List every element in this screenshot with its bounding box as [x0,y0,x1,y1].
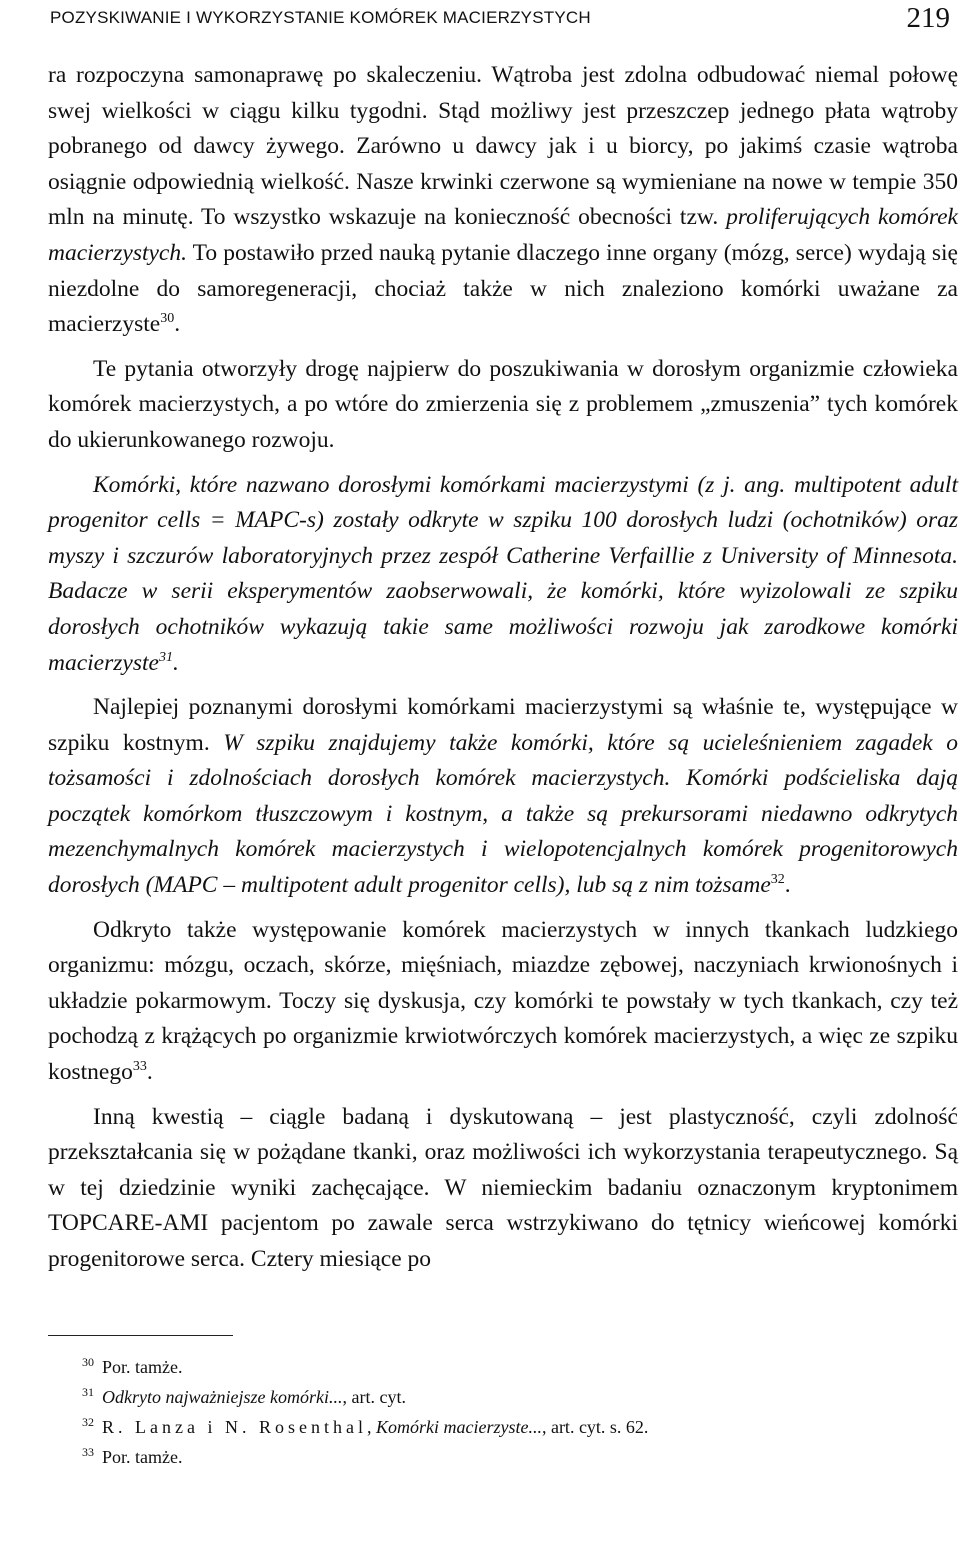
text-run: . [174,311,181,338]
body-text [48,58,958,1287]
footnote-number: 30 [82,1355,94,1369]
paragraph-1 [48,58,958,343]
footnote-text: Por. tamże. [102,1357,183,1377]
footnote-text: Por. tamże. [102,1447,183,1467]
paragraph-2 [48,352,958,459]
text-run: Najlepiej poznanymi dorosłymi komórkami macierzystymi są właśnie te, występujące w szpiku kostnym. [48,694,958,756]
text-run: . [784,872,791,899]
footnote-title: Odkryto najważniejsze komórki... [102,1387,343,1407]
footnotes [82,1352,932,1472]
footnote-separator-text: , [366,1417,376,1437]
paragraph-6 [48,1100,958,1278]
text-run: Inną kwestią – ciągle badaną i dyskutowaną – jest plastyczność, czyli zdolność przekształcania się w pożądane tkanki, oraz możliwości ich wykorzystania terapeutycznego. Są w tej dziedzinie wyniki zachęcające. W niemieckim badaniu oznaczonym kryptonimem TOPCARE-AMI pacjentom po zawale serca wstrzykiwano do tętnicy wieńcowej komórki progenitorowe serca. Cztery miesiące po [48,1103,958,1272]
paragraph-5 [48,913,958,1091]
footnote-separator [48,1335,233,1336]
italic-run: W szpiku znajdujemy także komórki, które są ucieleśnieniem zagadek o tożsamości i zdolnościach dorosłych komórek macierzystych. Komórki podścieliska dają początek komórkom tłuszczowym i kostnym, a także są prekursorami niedawno odkrytych mezenchymalnych komórek macierzystych i wielopotencjalnych komórek progenitorowych dorosłych (MAPC – multipotent adult progenitor cells), lub są z nim tożsame [48,729,958,899]
footnote-author: R. Lanza i N. Rosenthal [102,1417,367,1437]
footnote-30 [82,1352,932,1382]
footnote-ref-33: 33 [132,1059,147,1075]
footnote-number: 31 [82,1385,94,1399]
footnote-ref-32: 32 [770,872,785,888]
footnote-32 [82,1412,932,1442]
footnote-text: , art. cyt. [342,1387,406,1407]
footnote-33 [82,1442,932,1472]
text-run: Odkryto także występowanie komórek macierzystych w innych tkankach ludzkiego organizmu: mózgu, oczach, skórze, mięśniach, miazdze zębowej, naczyniach krwionośnych i układzie pokarmowym. Toczy się dyskusja, czy komórki te powstały w tych tkankach, czy też pochodzą z krążących po organizmie krwiotwórczych komórek macierzystych, a więc ze szpiku kostnego [48,916,958,1086]
running-head: POZYSKIWANIE I WYKORZYSTANIE KOMÓREK MACIERZYSTYCH [50,8,591,27]
footnote-title: Komórki macierzyste... [375,1417,542,1437]
text-run: . [146,1059,153,1086]
paragraph-3 [48,468,958,682]
text-run: ra rozpoczyna samonaprawę po skaleczeniu. Wątroba jest zdolna odbudować niemal połowę swej wielkości w ciągu kilku tygodni. Stąd możliwy jest przeszczep jednego płata wątroby pobranego od dawcy żywego. Zarówno u dawcy jak i u biorcy, po jakimś czasie wątroba osiągnie odpowiednią wielkość. Nasze krwinki czerwone są wymieniane na nowe w tempie 350 mln na minutę. To wszystko wskazuje na konieczność obecności tzw. [48,62,958,231]
footnote-ref-30: 30 [160,311,175,327]
footnote-31 [82,1382,932,1412]
footnote-number: 33 [82,1445,94,1459]
footnote-ref-31: 31 [158,649,173,665]
page-number: 219 [906,2,950,34]
paragraph-4 [48,690,958,904]
footnote-number: 32 [82,1415,94,1429]
page-header [0,2,960,36]
italic-run: proliferujących komórek macierzystych. [48,204,958,266]
text-run: . [172,649,179,676]
text-run: To postawiło przed nauką pytanie dlaczego inne organy (mózg, serce) wydają się niezdolne do samoregeneracji, chociaż także w nich znaleziono komórki uważane za macierzyste [48,239,958,338]
footnote-text: , art. cyt. s. 62. [541,1417,649,1437]
italic-run: Komórki, które nazwano dorosłymi komórkami macierzystymi (z j. ang. multipotent adult progenitor cells = MAPC-s) zostały odkryte w szpiku 100 dorosłych ludzi (ochotników) oraz myszy i szczurów laboratoryjnych przez zespół Catherine Verfaillie z University of Minnesota. Badacze w serii eksperymentów zaobserwowali, że komórki, które wyizolowali ze szpiku dorosłych ochotników wykazują takie same możliwości rozwoju jak zarodkowe komórki macierzyste [48,471,958,676]
text-run: Te pytania otworzyły drogę najpierw do poszukiwania w dorosłym organizmie człowieka komórek macierzystych, a po wtóre do zmierzenia się z problemem „zmuszenia” tych komórek do ukierunkowanego rozwoju. [48,355,958,453]
